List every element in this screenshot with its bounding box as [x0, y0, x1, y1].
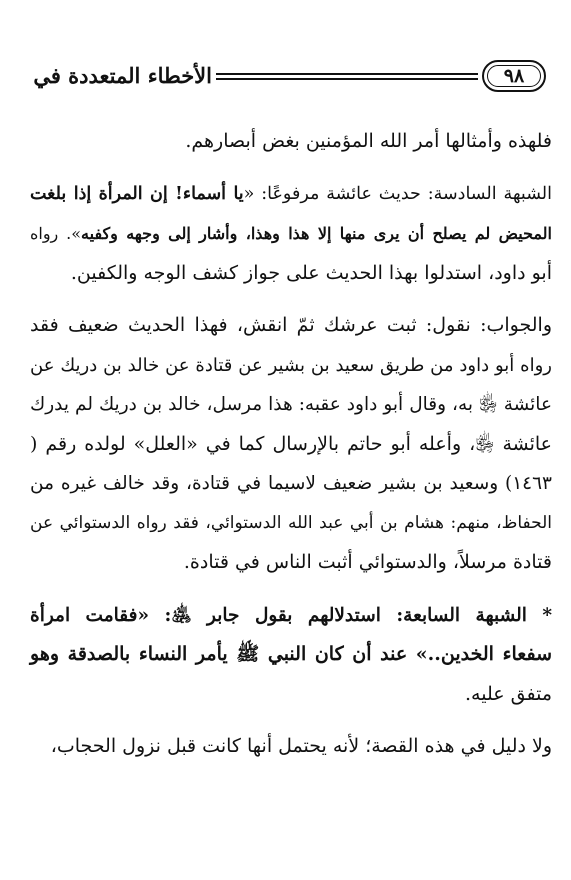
text-line [30, 346, 552, 386]
text-line [30, 254, 552, 294]
paragraph [30, 306, 552, 583]
text-segment: يا أسماء! إن المرأة إذا بلغت [30, 183, 244, 204]
text-line [30, 504, 552, 544]
text-segment: سفعاء الخدين..» عند أن كان النبي ﷺ يأمر النساء بالصدقة وهو [30, 643, 552, 665]
text-segment: أبو داود، استدلوا بهذا الحديث على جواز كشف الوجه والكفين. [70, 261, 552, 284]
text-line [30, 543, 552, 583]
page-number-badge [482, 60, 546, 92]
text-segment: المحيض لم يصلح أن يرى منها إلا هذا وهذا، وأشار إلى وجهه وكفيه [81, 224, 552, 243]
text-line [30, 635, 552, 675]
text-segment: متفق عليه. [465, 682, 552, 705]
page-header [24, 60, 546, 96]
text-line [30, 122, 552, 162]
text-segment: فقامت امرأة [30, 604, 138, 626]
text-line [30, 306, 552, 346]
text-segment: * الشبهة السابعة: استدلالهم بقول جابر ﵁: « [137, 604, 552, 626]
text-line [30, 675, 552, 715]
paragraph [30, 175, 552, 294]
header-rule [216, 73, 478, 80]
text-segment: الحفاظ، منهم: هشام بن أبي عبد الله الدستوائي، فقد رواه الدستوائي عن [30, 512, 552, 533]
text-segment: رواه أبو داود من طريق سعيد بن بشير عن قتادة عن خالد بن دريك عن [30, 354, 552, 376]
text-line [30, 596, 552, 636]
text-segment: قتادة مرسلاً، والدستوائي أثبت الناس في قتادة. [183, 551, 552, 573]
text-segment: ١٤٦٣) وسعيد بن بشير ضعيف لاسيما في قتادة، وقد خالف غيره من [30, 473, 552, 494]
paragraph [30, 727, 552, 767]
body-text [30, 122, 552, 780]
text-line [30, 464, 552, 504]
text-line [30, 175, 552, 215]
text-segment: فلهذه وأمثالها أمر الله المؤمنين بغض أبصارهم. [185, 130, 552, 152]
running-title: الأخطاء المتعددة في [33, 63, 212, 88]
text-line [30, 385, 552, 425]
text-line [30, 727, 552, 767]
text-line [30, 425, 552, 465]
text-segment: ». رواه [30, 224, 82, 243]
text-segment: عائشة ﵂ به، وقال أبو داود عقبه: هذا مرسل، خالد بن دريك لم يدرك [30, 394, 552, 415]
text-segment: ولا دليل في هذه القصة؛ لأنه يحتمل أنها كانت قبل نزول الحجاب، [50, 735, 552, 757]
paragraph [30, 596, 552, 715]
paragraph [30, 122, 552, 162]
text-segment: الشبهة السادسة: حديث عائشة مرفوعًا: « [243, 183, 552, 204]
text-segment: والجواب: نقول: ثبت عرشك ثمّ انقش، فهذا الحديث ضعيف فقد [30, 314, 552, 336]
page-number: ٩٨ [503, 65, 525, 87]
text-segment: عائشة ﵂، وأعله أبو حاتم بالإرسال كما في «العلل» لولده رقم ( [30, 432, 552, 455]
text-line [30, 214, 552, 254]
